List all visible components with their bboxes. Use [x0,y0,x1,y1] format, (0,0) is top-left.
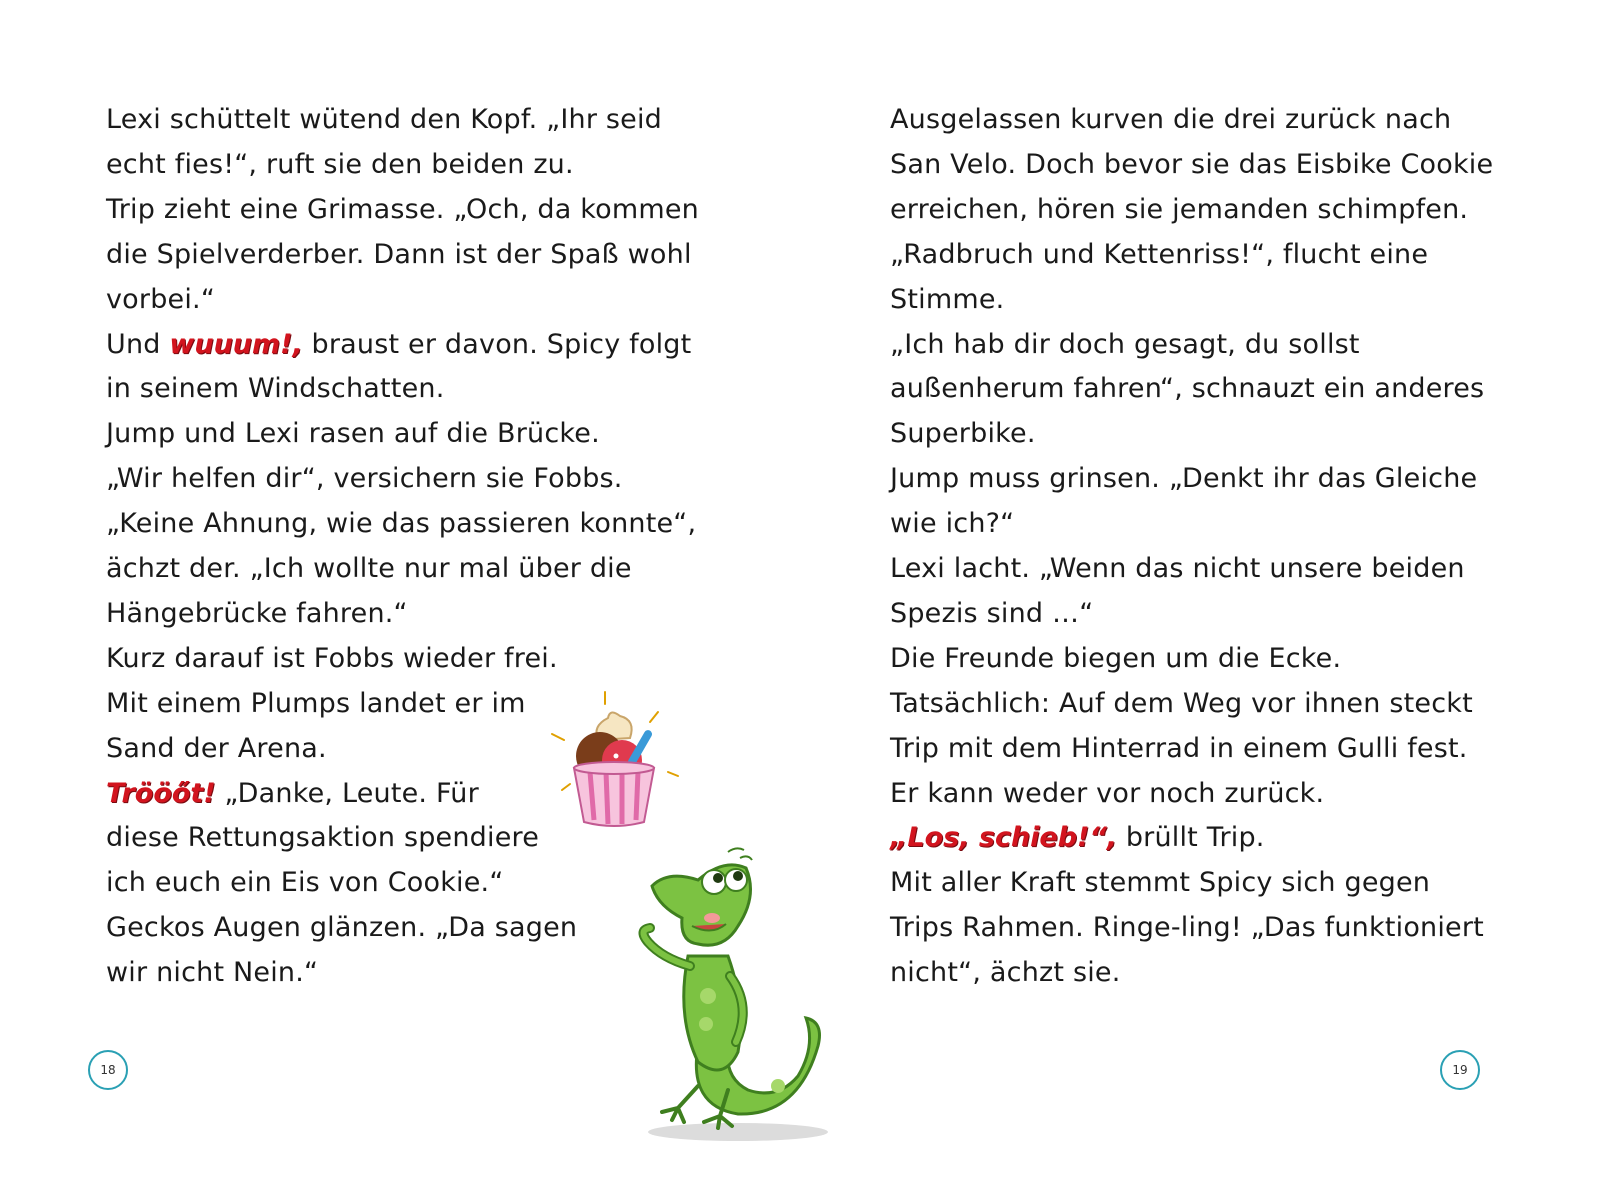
text-line [106,771,479,817]
text-line: Die Freunde biegen um die Ecke. [890,642,1342,674]
text-line: Hängebrücke fahren.“ [106,597,408,629]
text-line: „Keine Ahnung, wie das passieren konnte“, [106,508,697,540]
text-line: wir nicht Nein.“ [106,957,319,989]
text-line [106,322,691,368]
text-line [890,815,1265,861]
page-number-left [88,1050,128,1090]
text-line: echt fies!“, ruft sie den beiden zu. [106,148,574,180]
text-line: Jump muss grinsen. „Denkt ihr das Gleiche [890,463,1478,495]
text-line: nicht“, ächzt sie. [890,957,1121,989]
text-line: Geckos Augen glänzen. „Da sagen [106,912,578,944]
text-line: Trips Rahmen. Ringe-ling! „Das funktioniert [890,912,1484,944]
text-line: außenherum fahren“, schnauzt ein anderes [890,373,1485,405]
sound-effect-text: wuuum!, [169,328,303,360]
text-line: die Spielverderber. Dann ist der Spaß wohl [106,238,692,270]
text-line: Spezis sind …“ [890,597,1094,629]
text-line: „Ich hab dir doch gesagt, du sollst [890,328,1360,360]
text-line: Kurz darauf ist Fobbs wieder frei. [106,642,558,674]
text-line: ächzt der. „Ich wollte nur mal über die [106,553,632,584]
text-line: erreichen, hören sie jemanden schimpfen. [890,193,1469,225]
page-number-text: 18 [100,1063,116,1077]
text-line: Jump und Lexi rasen auf die Brücke. [106,418,600,450]
text-line: „Radbruch und Kettenriss!“, flucht eine [890,238,1429,270]
right-page [800,0,1600,1186]
text-line: Lexi lacht. „Wenn das nicht unsere beiden [890,553,1465,584]
text-line: Tatsächlich: Auf dem Weg vor ihnen steckt [890,687,1473,719]
line-text: Und [106,328,170,360]
text-line: Trip zieht eine Grimasse. „Och, da kommen [106,193,699,225]
line-text: braust er davon. Spicy folgt [302,328,692,360]
text-line: San Velo. Doch bevor sie das Eisbike Cookie [890,148,1494,180]
text-line: Ausgelassen kurven die drei zurück nach [890,104,1452,135]
text-line: Mit einem Plumps landet er im [106,687,526,719]
text-line: Superbike. [890,418,1036,450]
text-line: Mit aller Kraft stemmt Spicy sich gegen [890,867,1431,899]
text-line: ich euch ein Eis von Cookie.“ [106,867,504,899]
text-line: Lexi schüttelt wütend den Kopf. „Ihr seid [106,104,663,135]
text-line: in seinem Windschatten. [106,373,445,405]
text-line: „Wir helfen dir“, versichern sie Fobbs. [106,463,623,495]
text-line: diese Rettungsaktion spendiere [106,822,540,854]
sound-effect-text: Trööőt! [106,777,216,809]
text-line: wie ich?“ [890,508,1015,540]
line-text: brüllt Trip. [1117,822,1265,854]
ice-cream-illustration [548,690,688,840]
page-number-right [1440,1050,1480,1090]
text-line: vorbei.“ [106,283,216,315]
text-line: Stimme. [890,283,1005,315]
text-line: Trip mit dem Hinterrad in einem Gulli fest. [890,732,1468,764]
text-line: Er kann weder vor noch zurück. [890,777,1325,809]
sound-effect-text: „Los, schieb!“, [890,822,1118,854]
text-line: Sand der Arena. [106,732,327,764]
page-number-text: 19 [1452,1063,1468,1077]
line-text: „Danke, Leute. Für [215,777,479,809]
